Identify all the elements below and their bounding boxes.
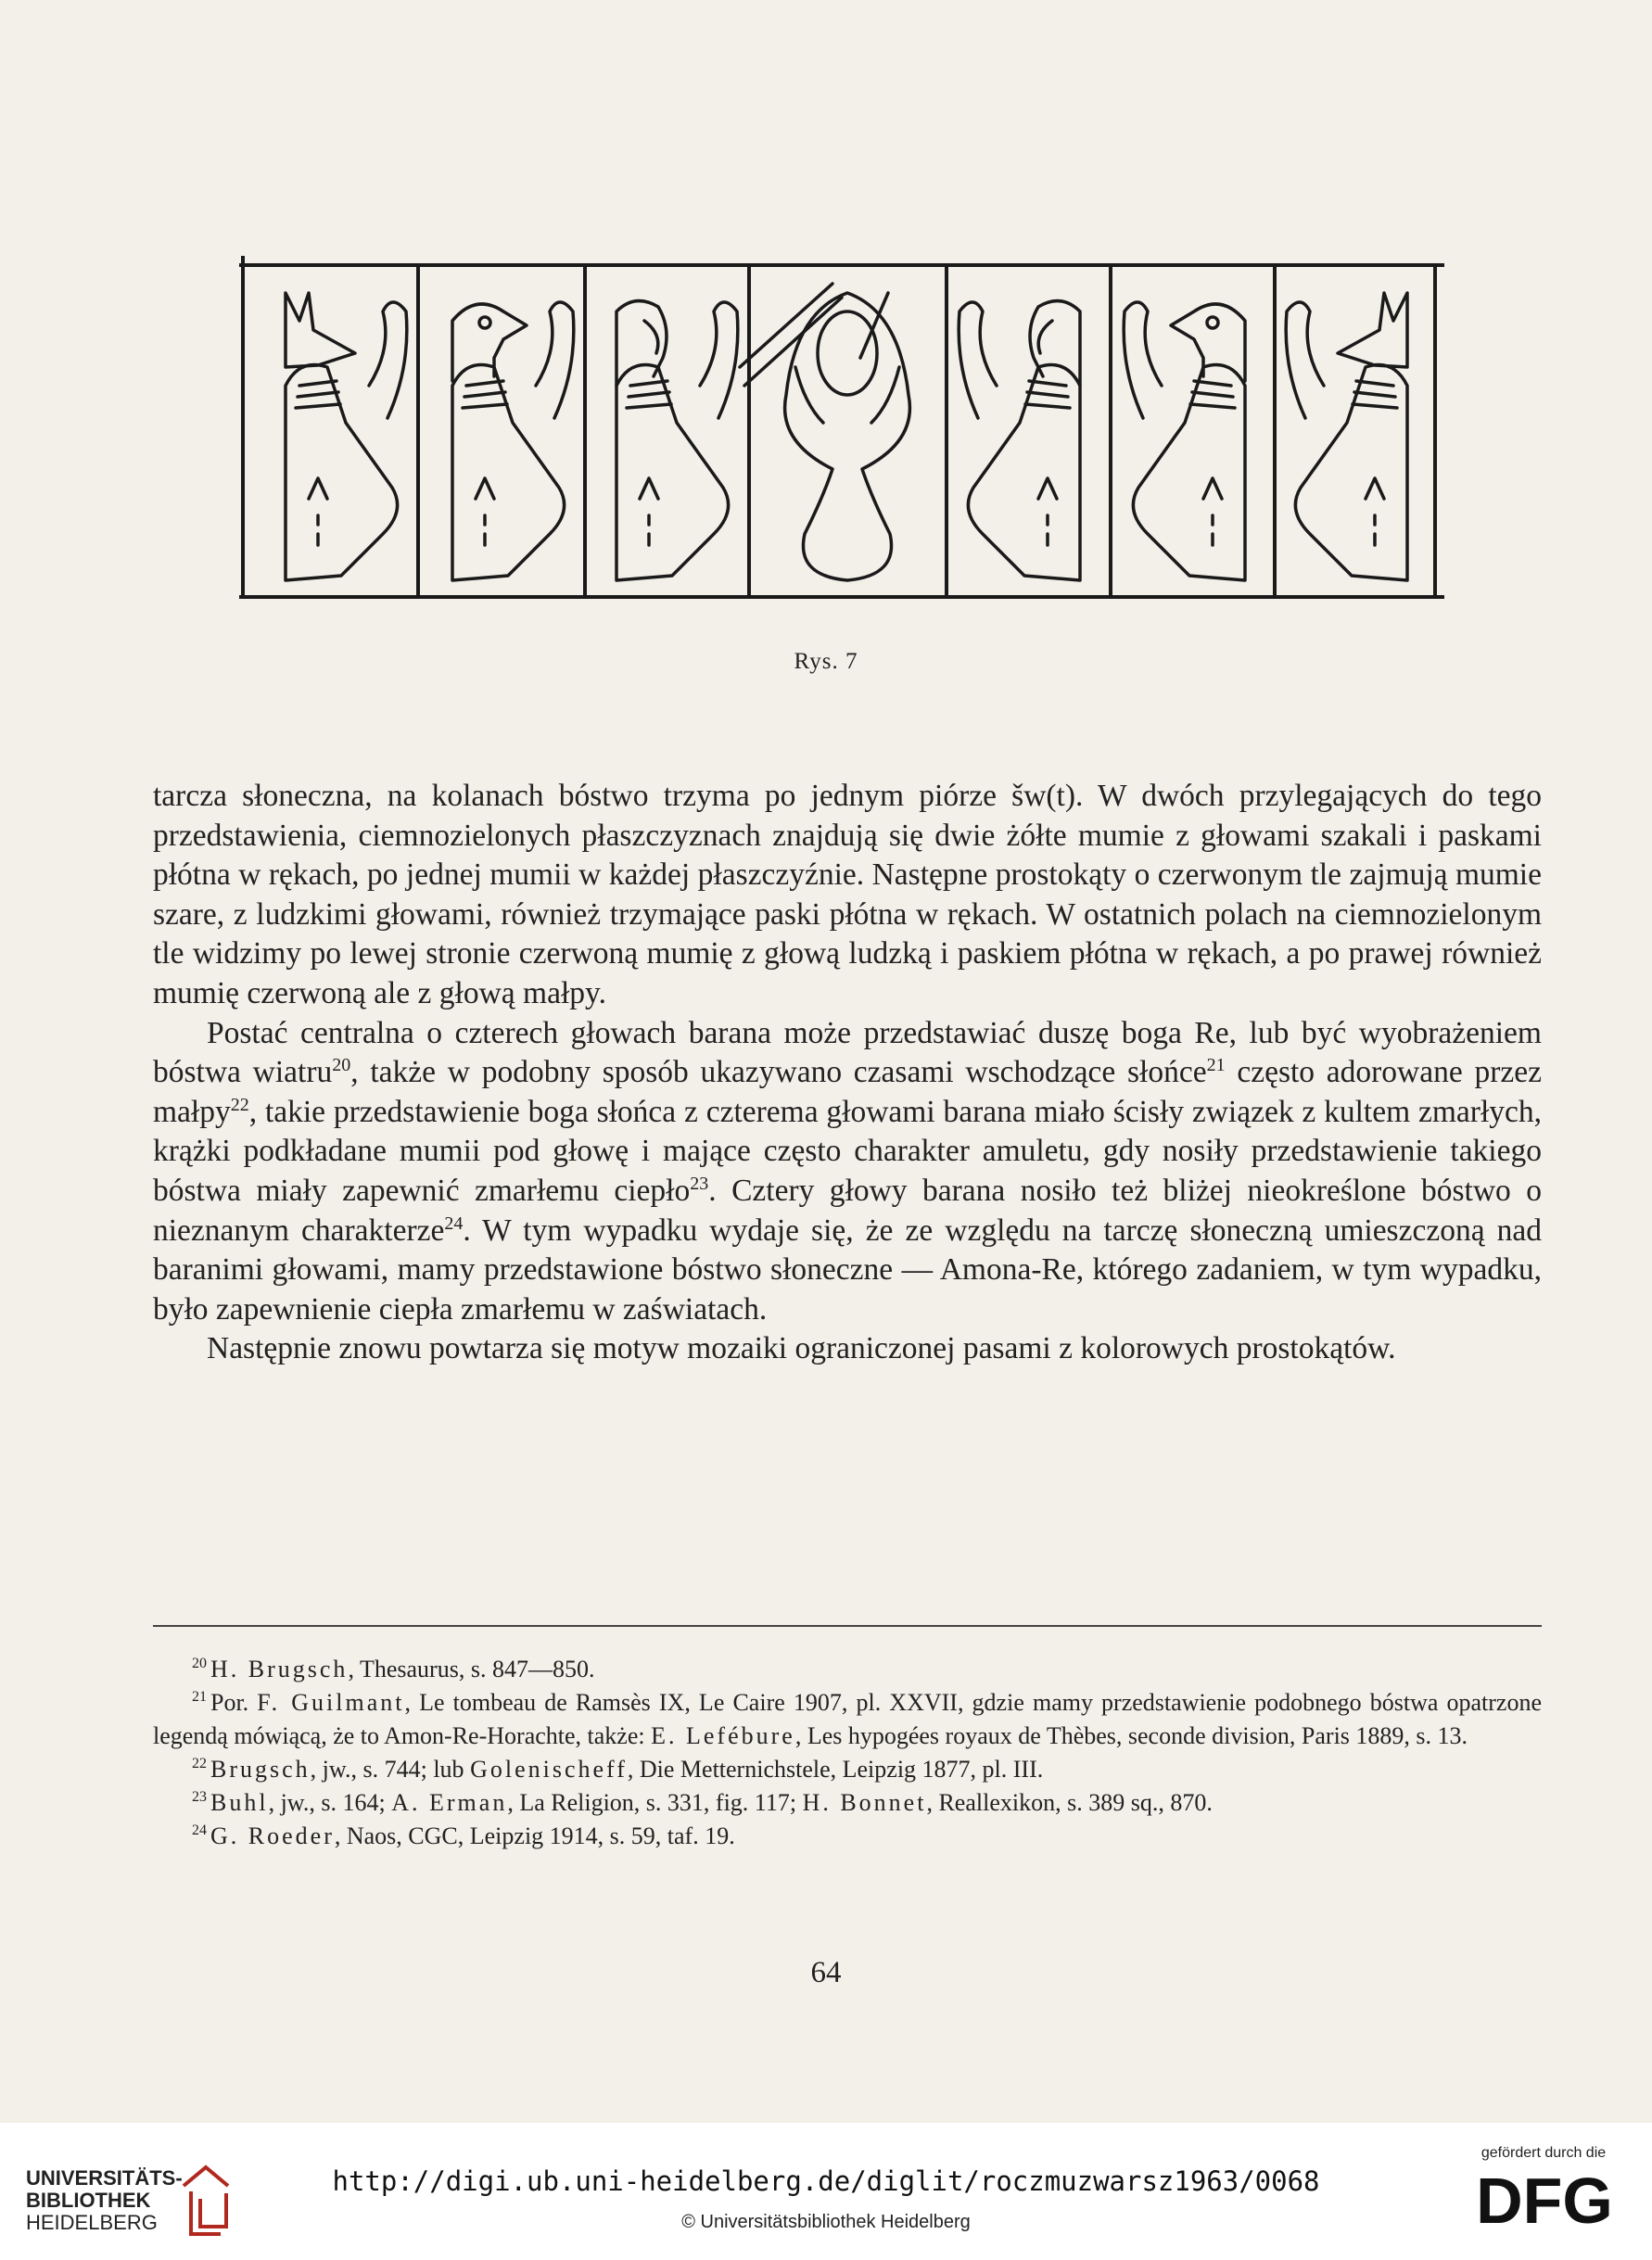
paragraph-1: tarcza słoneczna, na kolanach bóstwo trzyma po jednym piórze šw(t). W dwóch przylegających do tego przedstawienia, ciemnozielonych płaszczyznach znajdują się dwie żółte mumie z głowami szakali i paskami płótna w rękach, po jednej mumii w każdej płaszczyźnie. Następne prostokąty o czerwonym tle zajmują mumie szare, z ludzkimi głowami, również trzymające paski płótna w rękach. W ostatnich polach na ciemnozielonym tle widzimy po lewej stronie czerwoną mumię z głową ludzką i paskiem płótna w rękach, a po prawej również mumię czerwoną ale z głową małpy. [153, 779, 1542, 1010]
mummy-marks [640, 478, 658, 545]
footnote-20: $^{20}$ H. Brugsch, Thesaurus, s. 847—850. [192, 1656, 595, 1682]
mummy-marks [1366, 478, 1384, 545]
footnote-ref-23[interactable]: 23 [690, 1173, 709, 1194]
copyright-notice: © Universitätsbibliothek Heidelberg [681, 2212, 971, 2232]
mummy-arm [700, 302, 738, 418]
footnote-ref-24[interactable]: 24 [444, 1213, 464, 1234]
paragraph-2: Postać centralna o czterech głowach barana może przedstawiać duszę boga Re, lub być wyobrażeniem bóstwa wiatru$^{20}$, także w podobny sposób ukazywano czasami wschodzące słońce$^{21}$ często adorowane przez małpy$^{22}$, takie przedstawienie boga słońca z czterema głowami barana miało ścisły związek z kultem zmarłych, krążki podkładane mumii pod głowę i mające często charakter amuletu, gdy nosiły przedstawienie takiego bóstwa miały zapewnić zmarłemu ciepło$^{23}$. Cztery głowy barana nosiło też bliżej nieokreślone bóstwo o nieznanym charakterze$^{24}$. W tym wypadku wydaje się, że ze względu na tarczę słoneczną umieszczoną nad baranimi głowami, mamy przedstawione bóstwo słoneczne — Amona-Re, którego zadaniem, w tym wypadku, było zapewnienie ciepła zmarłemu w zaświatach. [153, 1015, 1542, 1327]
body-text [153, 777, 1542, 1369]
funded-by-label: gefördert durch die [1480, 2145, 1607, 2161]
library-name-line2: BIBLIOTHEK [26, 2189, 151, 2212]
central-deity-body [785, 293, 910, 580]
mummy-marks [476, 478, 494, 545]
mummy-arm [536, 302, 574, 418]
paragraph-3: Następnie znowu powtarza się motyw mozaiki ograniczonej pasami z kolorowych prostokątów. [207, 1331, 1396, 1366]
head-eye [1207, 317, 1218, 328]
sun-disc [818, 311, 877, 395]
mummy-arm [1286, 302, 1324, 418]
footnote-ref-21[interactable]: 21 [1206, 1055, 1226, 1075]
mummy-marks [1038, 478, 1057, 545]
digitization-footer [0, 2123, 1652, 2260]
dfg-logo-text: DFG [1476, 2167, 1613, 2232]
funder-block [1465, 2145, 1622, 2247]
mummy-marks [1203, 478, 1222, 545]
jackal-head [286, 293, 355, 367]
footnotes [153, 1653, 1542, 1853]
head-profile [644, 321, 658, 353]
footnote-21: $^{21}$ Por. F. Guilmant, Le tombeau de Ramsès IX, Le Caire 1907, pl. XXVII, gdzie mamy przedstawienie podobnego bóstwa opatrzone legendą mówiącą, że to Amon-Re-Horachte, także: E. Lefébure, Les hypogées royaux de Thèbes, seconde division, Paris 1889, s. 13. [153, 1689, 1542, 1749]
mummy-arm [369, 302, 407, 418]
footnote-separator [153, 1625, 1542, 1627]
footnote-22: $^{22}$ Brugsch, jw., s. 744; lub Golenischeff, Die Metternichstele, Leipzig 1877, pl. III. [192, 1756, 1044, 1783]
mummy-arm [1124, 302, 1162, 418]
head-eye [479, 317, 490, 328]
deity-feathers [740, 284, 888, 386]
figure-rys-7-drawing [239, 256, 1444, 599]
library-name-line3: HEIDELBERG [26, 2211, 158, 2234]
dfg-logo-icon[interactable] [1468, 2167, 1620, 2232]
head-profile [1038, 321, 1052, 353]
mummy-marks [309, 478, 327, 545]
footnote-ref-20[interactable]: 20 [332, 1055, 351, 1075]
footnote-ref-22[interactable]: 22 [230, 1094, 249, 1115]
mummy-arm [959, 302, 997, 418]
footnote-23: $^{23}$ Buhl, jw., s. 164; A. Erman, La Religion, s. 331, fig. 117; H. Bonnet, Reallexikon, s. 389 sq., 870. [192, 1789, 1213, 1816]
library-name-line1: UNIVERSITÄTS- [26, 2166, 183, 2190]
footnote-24: $^{24}$ G. Roeder, Naos, CGC, Leipzig 1914, s. 59, taf. 19. [192, 1822, 735, 1849]
page-number: 64 [810, 1956, 842, 1989]
document-url-link[interactable]: http://digi.ub.uni-heidelberg.de/diglit/roczmuzwarsz1963/0068 [332, 2165, 1320, 2197]
figure-caption: Rys. 7 [794, 649, 858, 674]
jackal-head [1338, 293, 1407, 367]
